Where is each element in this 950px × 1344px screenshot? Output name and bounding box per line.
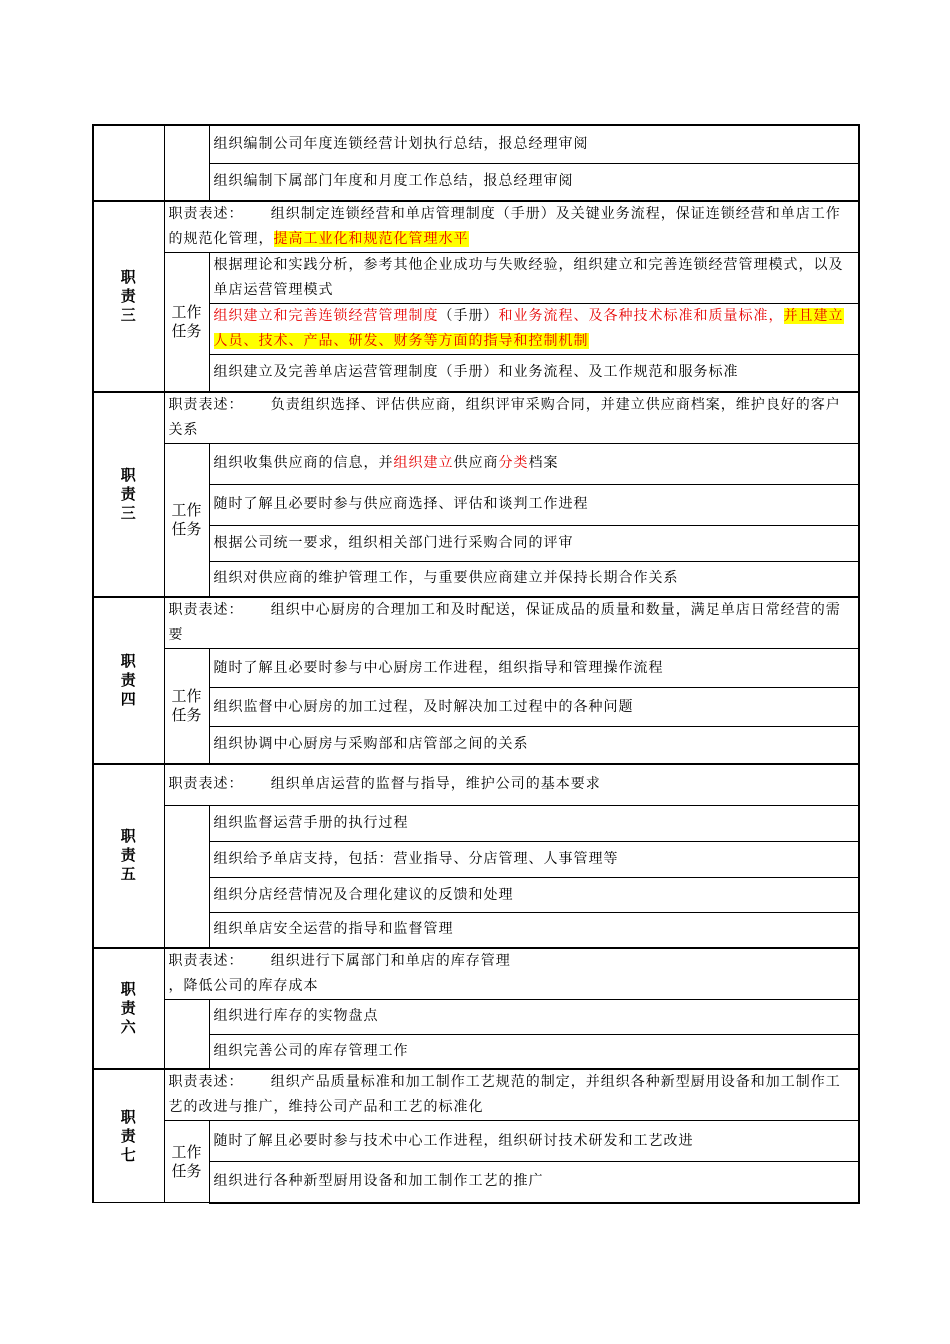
task-text: 根据理论和实践分析，参考其他企业成功与失败经验，组织建立和完善连锁经营管理模式，以及单店运营管理模式	[213, 257, 844, 298]
task-text: 组织协调中心厨房与采购部和店管部之间的关系	[213, 736, 529, 753]
task-row	[209, 355, 859, 392]
duty-desc-text: ，降低公司的库存成本	[168, 977, 319, 994]
duty-title-cell	[93, 1069, 164, 1203]
task-text: 组织编制公司年度连锁经营计划执行总结，报总经理审阅	[213, 135, 589, 152]
duty-desc-prefix: 职责表述：	[168, 602, 244, 618]
duty-desc-highlight: 提高工业化和规范化管理水平	[273, 231, 469, 247]
task-text: 组织进行库存的实物盘点	[213, 1008, 379, 1024]
task-text-red: 分类	[498, 455, 529, 471]
duty-desc-prefix: 职责表述：	[168, 776, 244, 793]
work-task-label	[164, 649, 209, 764]
work-task-label-line: 工作	[171, 686, 202, 705]
task-row	[209, 125, 859, 163]
task-text-red: 组织建立和完善连锁经营管理制度	[213, 308, 439, 324]
duty-desc-text: 组织单店运营的监督与指导，维护公司的基本要求	[270, 776, 601, 793]
task-text: 组织建立及完善单店运营管理制度（手册）和业务流程、及工作规范和服务标准	[213, 364, 739, 381]
duty-title-char: 五	[120, 865, 137, 883]
duty-title-char: 责	[120, 846, 137, 864]
work-task-label-line: 任务	[171, 321, 202, 340]
task-text: 组织收集供应商的信息，并	[213, 455, 394, 471]
duty-desc-prefix: 职责表述：	[168, 1074, 244, 1090]
task-row	[209, 842, 859, 878]
task-row	[209, 913, 859, 948]
duty-title-char: 职	[120, 651, 137, 670]
duty-description	[164, 764, 859, 806]
duty-title-char: 职	[120, 827, 137, 845]
duty-desc-prefix: 职责表述：	[168, 206, 244, 222]
task-row	[209, 1121, 859, 1162]
work-task-label-line: 任务	[171, 1161, 202, 1180]
task-text: 档案	[528, 455, 559, 471]
task-row	[209, 163, 859, 201]
task-text: 组织单店安全运营的指导和监督管理	[213, 921, 454, 938]
task-text: 供应商	[453, 455, 499, 471]
task-text: 组织编制下属部门年度和月度工作总结，报总经理审阅	[213, 173, 574, 190]
duty-title-char: 责	[120, 998, 137, 1017]
duty-description	[164, 201, 859, 253]
work-task-label-line: 工作	[171, 500, 202, 519]
task-text-red: 和业务流程、及各种技术标准和质量标准，	[498, 308, 784, 324]
duty-cell-continued	[93, 125, 164, 201]
duty-description	[164, 948, 859, 1000]
duty-title-char: 责	[120, 1126, 137, 1145]
task-text: 组织分店经营情况及合理化建议的反馈和处理	[213, 886, 514, 903]
task-row	[209, 727, 859, 764]
work-task-label	[164, 1121, 209, 1203]
duty-title-char: 责	[120, 286, 137, 305]
task-text-highlight: 并且建立人员、技术、产品、研发、财务等方面的指导和控制机制	[213, 308, 844, 349]
duty-title-cell	[93, 764, 164, 948]
task-row	[209, 878, 859, 913]
task-text: 组织给予单店支持，包括：营业指导、分店管理、人事管理等	[213, 851, 619, 867]
duty-description	[164, 597, 859, 649]
task-text: 随时了解且必要时参与中心厨房工作进程，组织指导和管理操作流程	[213, 659, 664, 676]
task-row	[209, 649, 859, 688]
task-row	[209, 443, 859, 484]
work-task-label-line: 工作	[171, 302, 202, 321]
duty-title-cell	[93, 597, 164, 764]
work-task-label	[164, 253, 209, 392]
task-text: 随时了解且必要时参与技术中心工作进程，组织研讨技术研发和工艺改进	[213, 1132, 694, 1149]
task-row	[209, 806, 859, 842]
task-text: （手册）	[438, 308, 499, 324]
duty-desc-text: 组织中心厨房的合理加工和及时配送，保证成品的质量和数量，满足单店日常经营的需要	[168, 602, 841, 643]
task-label-cell-continued	[164, 125, 209, 201]
duty-title-char: 六	[120, 1017, 137, 1036]
work-task-label-line: 任务	[171, 705, 202, 724]
work-task-label-line: 任务	[171, 519, 202, 538]
duty-desc-prefix: 职责表述：	[168, 952, 244, 969]
duty-desc-text: 组织产品质量标准和加工制作工艺规范的制定，并组织各种新型厨用设备和加工制作工艺的改进与推广，维持公司产品和工艺的标准化	[168, 1074, 841, 1115]
task-row	[209, 1162, 859, 1203]
task-row	[209, 525, 859, 561]
duty-description	[164, 1069, 859, 1121]
duty-desc-prefix: 职责表述：	[168, 396, 244, 413]
duty-title-char: 七	[120, 1145, 137, 1164]
duty-title-char: 职	[120, 1107, 137, 1126]
duty-title-char: 责	[120, 484, 137, 503]
task-text: 组织监督运营手册的执行过程	[213, 815, 409, 831]
duty-title-char: 责	[120, 670, 137, 689]
work-task-label-empty	[164, 806, 209, 948]
duty-title-char: 职	[120, 979, 137, 998]
work-task-label-line: 工作	[171, 1142, 202, 1161]
duty-table	[92, 124, 860, 1204]
duty-title-char: 三	[120, 503, 137, 522]
duty-title-char: 三	[120, 305, 137, 324]
work-task-label-empty	[164, 999, 209, 1069]
duty-title-cell	[93, 948, 164, 1070]
duty-title-cell	[93, 201, 164, 392]
task-text: 组织完善公司的库存管理工作	[213, 1042, 409, 1059]
task-text: 随时了解且必要时参与供应商选择、评估和谈判工作进程	[213, 496, 589, 512]
task-text-red: 组织建立	[393, 455, 454, 471]
task-row	[209, 253, 859, 304]
task-row	[209, 999, 859, 1034]
task-text: 组织对供应商的维护管理工作，与重要供应商建立并保持长期合作关系	[213, 570, 679, 587]
task-text: 根据公司统一要求，组织相关部门进行采购合同的评审	[213, 534, 574, 551]
duty-title-cell	[93, 392, 164, 598]
task-text: 组织进行各种新型厨用设备和加工制作工艺的推广	[213, 1173, 544, 1190]
task-text: 组织监督中心厨房的加工过程，及时解决加工过程中的各种问题	[213, 698, 634, 715]
duty-title-char: 职	[120, 465, 137, 484]
duty-title-char: 四	[120, 689, 137, 708]
work-task-label	[164, 443, 209, 597]
duty-description	[164, 392, 859, 444]
task-row	[209, 484, 859, 525]
task-row	[209, 1034, 859, 1069]
duty-table-container	[92, 124, 858, 1204]
duty-title-char: 职	[120, 267, 137, 286]
task-row	[209, 304, 859, 355]
duty-desc-text: 负责组织选择、评估供应商，组织评审采购合同，并建立供应商档案，维护良好的客户关系	[168, 396, 841, 438]
task-row	[209, 561, 859, 597]
duty-desc-text: 组织进行下属部门和单店的库存管理	[270, 952, 511, 969]
task-row	[209, 688, 859, 727]
duty-desc-text: 组织制定连锁经营和单店管理制度（手册）及关键业务流程，保证连锁经营和单店工作的规范化管理，	[168, 206, 841, 247]
